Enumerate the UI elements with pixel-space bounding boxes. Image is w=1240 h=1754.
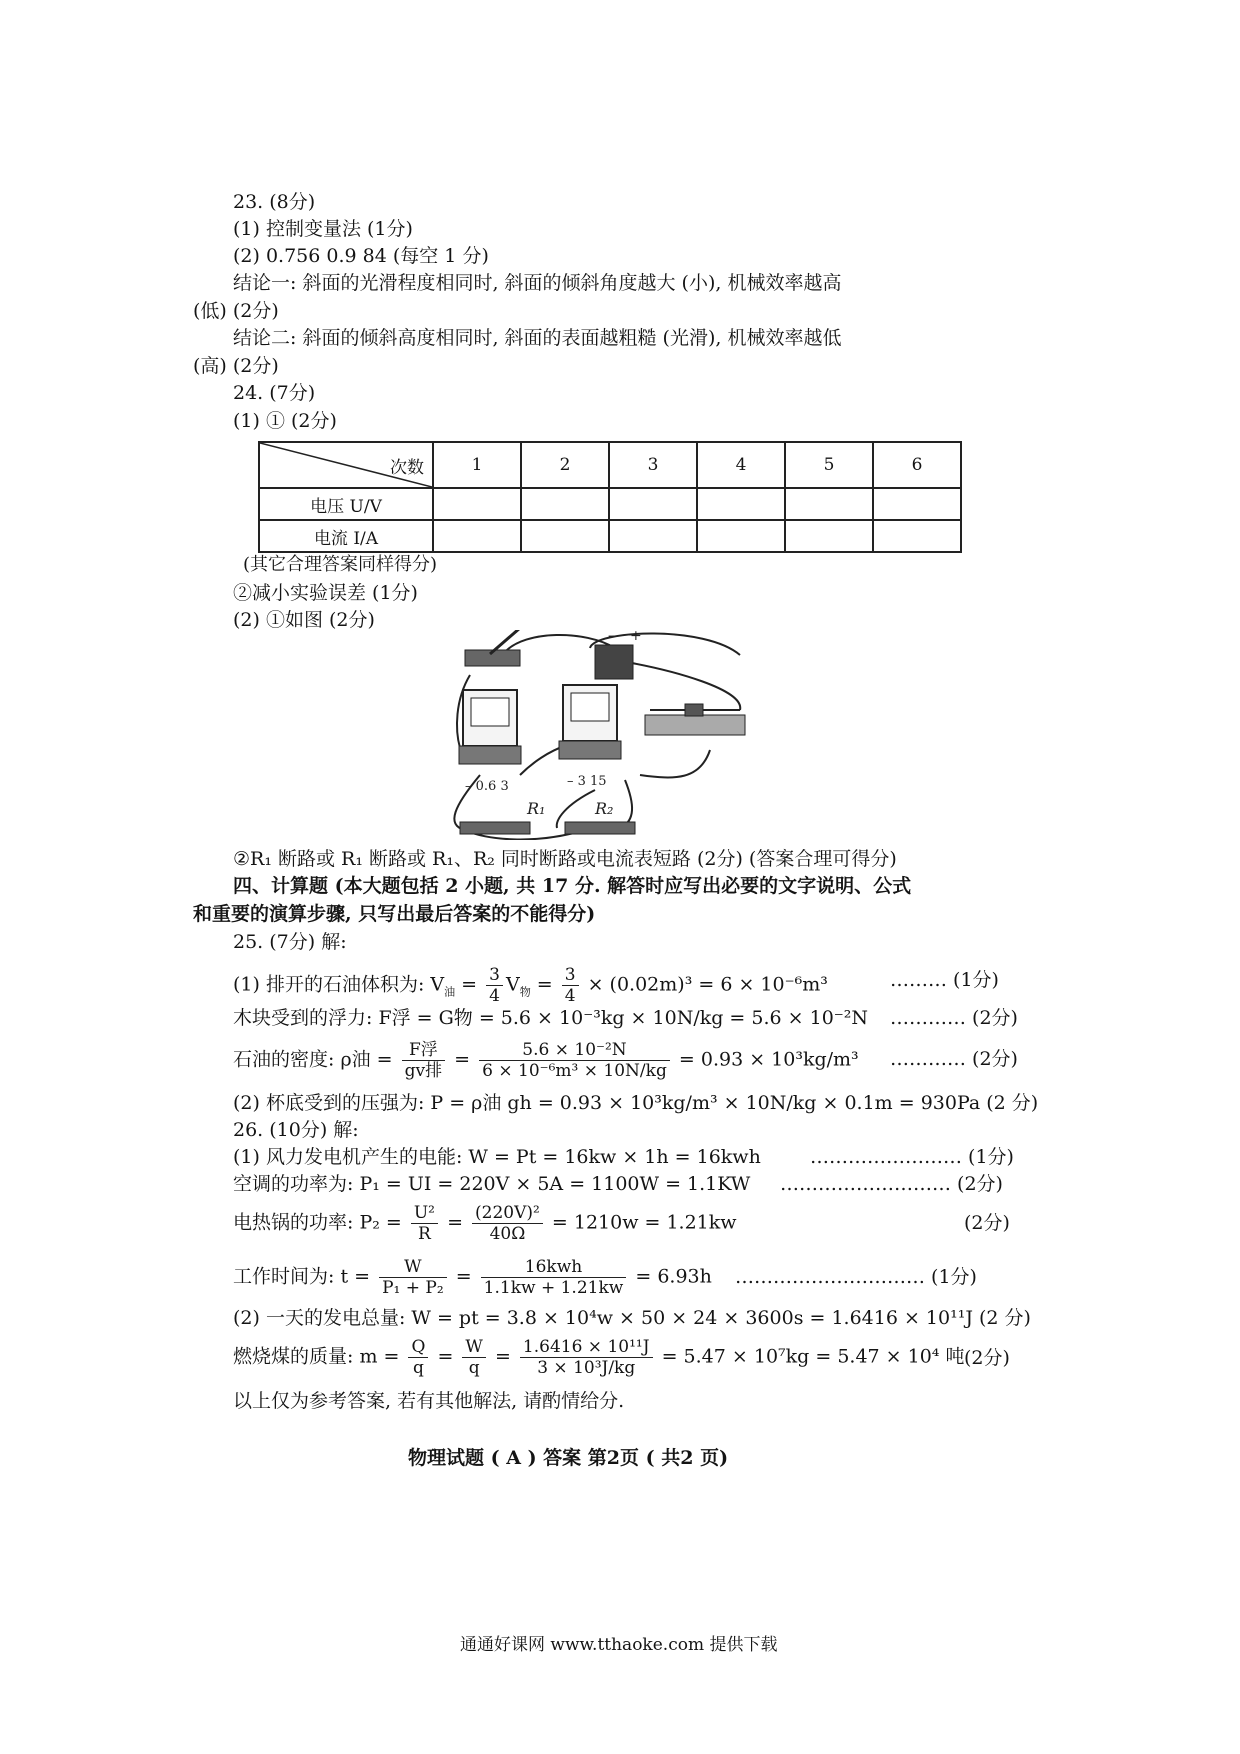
- q23-part1: (1) 控制变量法 (1分): [233, 218, 413, 240]
- ammeter-base: [459, 746, 521, 764]
- table-col-header: 1: [433, 442, 521, 488]
- q26-line1: (1) 风力发电机产生的电能: W = Pt = 16kw × 1h = 16kwh: [233, 1146, 761, 1168]
- q26-line3: 电热锅的功率: P₂ = $\frac{\text{U²}}{R}$ = $\frac{\text{(220V)²}}{40\Omega}$ = 1210w = 1.21kw: [233, 1203, 737, 1244]
- table-cell: [873, 520, 961, 552]
- q26-line4-score: ………………………… (1分): [735, 1266, 977, 1288]
- voltmeter-terminals-label: – 3 15: [567, 774, 607, 789]
- table-cell: [697, 520, 785, 552]
- r1-label: R₁: [527, 799, 546, 818]
- q25-line3: 石油的密度: ρ油 = $\frac{\text{F浮}}{\text{gv排}}$ = $\frac{\text{5.6 × 10⁻²N}}{\text{6 × 10⁻⁶m³ × 10N/kg}}$ = 0.93 × 10³kg/m³: [233, 1040, 859, 1081]
- q25-line2: 木块受到的浮力: F浮 = G物 = 5.6 × 10⁻³kg × 10N/kg = 5.6 × 10⁻²N: [233, 1007, 869, 1029]
- q25-line3-score: ………… (2分): [890, 1048, 1018, 1070]
- table-cell: [433, 488, 521, 520]
- wire: [640, 750, 710, 777]
- q26-line2: 空调的功率为: P₁ = UI = 220V × 5A = 1100W = 1.1KW: [233, 1173, 751, 1195]
- table-cell: [521, 520, 609, 552]
- q26-line4: 工作时间为: t = $\frac{W}{\text{P₁ + P₂}}$ = $\frac{\text{16kwh}}{1.1kw + 1.21kw}$ = 6.93h: [233, 1257, 712, 1298]
- q23-conclusion1-line2: (低) (2分): [193, 300, 279, 322]
- q26-heading: 26. (10分) 解:: [233, 1119, 359, 1141]
- q26-line6: 燃烧煤的质量: m = $\frac{Q}{q}$ = $\frac{W}{q}$ = $\frac{\text{1.6416 × 10¹¹J}}{\text{3 × 10³J/kg}}$ = 5.47 × 10⁷kg = 5.47 × 10⁴ 吨: [233, 1337, 965, 1378]
- site-footer: 通通好课网 www.tthaoke.com 提供下载: [460, 1635, 778, 1655]
- wire: [615, 660, 740, 710]
- table-corner-label: 次数: [390, 458, 424, 478]
- q26-line3-score: (2分): [964, 1212, 1010, 1234]
- q24-heading: 24. (7分): [233, 382, 316, 404]
- table-cell: [697, 488, 785, 520]
- q23-part2: (2) 0.756 0.9 84 (每空 1 分): [233, 245, 489, 267]
- table-cell: [785, 488, 873, 520]
- table-cell: [521, 488, 609, 520]
- r2-label: R₂: [595, 799, 614, 818]
- voltmeter-dial: [571, 693, 609, 721]
- table-cell: [433, 520, 521, 552]
- ammeter-dial: [471, 698, 509, 726]
- q23-conclusion2-line1: 结论二: 斜面的倾斜高度相同时, 斜面的表面越粗糙 (光滑), 机械效率越低: [233, 327, 842, 349]
- table-col-header: 5: [785, 442, 873, 488]
- q24-part2: (2) ①如图 (2分): [233, 609, 375, 631]
- table-col-header: 6: [873, 442, 961, 488]
- q25-line4: (2) 杯底受到的压强为: P = ρ油 gh = 0.93 × 10³kg/m³ × 10N/kg × 0.1m = 930Pa (2 分): [233, 1092, 1039, 1114]
- table-col-header: 3: [609, 442, 697, 488]
- q23-heading: 23. (8分): [233, 191, 316, 213]
- battery-icon: [595, 645, 633, 679]
- q25-line1: (1) 排开的石油体积为: $V_油$ = $\frac{3}{4}$ $V_物$ = $\frac{3}{4}$ × (0.02m)³ = 6 × 10⁻⁶m³: [233, 965, 828, 1006]
- table-col-header: 2: [521, 442, 609, 488]
- table-cell: [785, 520, 873, 552]
- q23-conclusion1-line1: 结论一: 斜面的光滑程度相同时, 斜面的倾斜角度越大 (小), 机械效率越高: [233, 272, 842, 294]
- table-row: [259, 520, 961, 552]
- section4-title-line1: 四、计算题 (本大题包括 2 小题, 共 17 分. 解答时应写出必要的文字说明、公式: [233, 875, 912, 897]
- q24-part1: (1) ① (2分): [233, 410, 337, 432]
- q25-heading: 25. (7分) 解:: [233, 931, 347, 953]
- q23-conclusion2-line2: (高) (2分): [193, 355, 279, 377]
- table-cell: [609, 520, 697, 552]
- q26-line2-score: ……………………… (2分): [780, 1173, 1003, 1195]
- battery-plus-label: +: [630, 630, 642, 644]
- rheostat-slider: [685, 704, 703, 716]
- q24-part2-2: ②R₁ 断路或 R₁ 断路或 R₁、R₂ 同时断路或电流表短路 (2分) (答案合理可得分): [233, 848, 897, 870]
- voltmeter-base: [559, 741, 621, 759]
- table-corner-cell: [259, 442, 433, 488]
- rheostat-icon: [645, 715, 745, 735]
- data-table: [258, 441, 962, 553]
- closing-note: 以上仅为参考答案, 若有其他解法, 请酌情给分.: [233, 1390, 625, 1412]
- battery-minus-label: –: [608, 630, 615, 644]
- table-row: [259, 488, 961, 520]
- table-row-header: 电流 I/A: [259, 520, 433, 552]
- page-footer: 物理试题 ( A ) 答案 第2页 ( 共2 页): [408, 1447, 729, 1469]
- q25-line2-score: ………… (2分): [890, 1007, 1018, 1029]
- q26-line1-score: …………………… (1分): [810, 1146, 1014, 1168]
- wire: [621, 780, 632, 828]
- table-header-row: [259, 442, 961, 488]
- resistor-r2-icon: [565, 822, 635, 834]
- q26-line5: (2) 一天的发电总量: W = pt = 3.8 × 10⁴w × 50 × 24 × 3600s = 1.6416 × 10¹¹J (2 分): [233, 1307, 1031, 1329]
- table-cell: [873, 488, 961, 520]
- section4-title-line2: 和重要的演算步骤, 只写出最后答案的不能得分): [193, 903, 596, 925]
- ammeter-terminals-label: – 0.6 3: [465, 779, 509, 794]
- q25-line1-score: ……… (1分): [890, 969, 999, 991]
- q24-table-note: (其它合理答案同样得分): [243, 554, 438, 575]
- q26-line6-score: (2分): [964, 1347, 1010, 1369]
- table-col-header: 4: [697, 442, 785, 488]
- circuit-diagram: [445, 630, 765, 840]
- table-row-header: 电压 U/V: [259, 488, 433, 520]
- resistor-r1-icon: [460, 822, 530, 834]
- q24-part1-2: ②减小实验误差 (1分): [233, 582, 418, 604]
- table-cell: [609, 488, 697, 520]
